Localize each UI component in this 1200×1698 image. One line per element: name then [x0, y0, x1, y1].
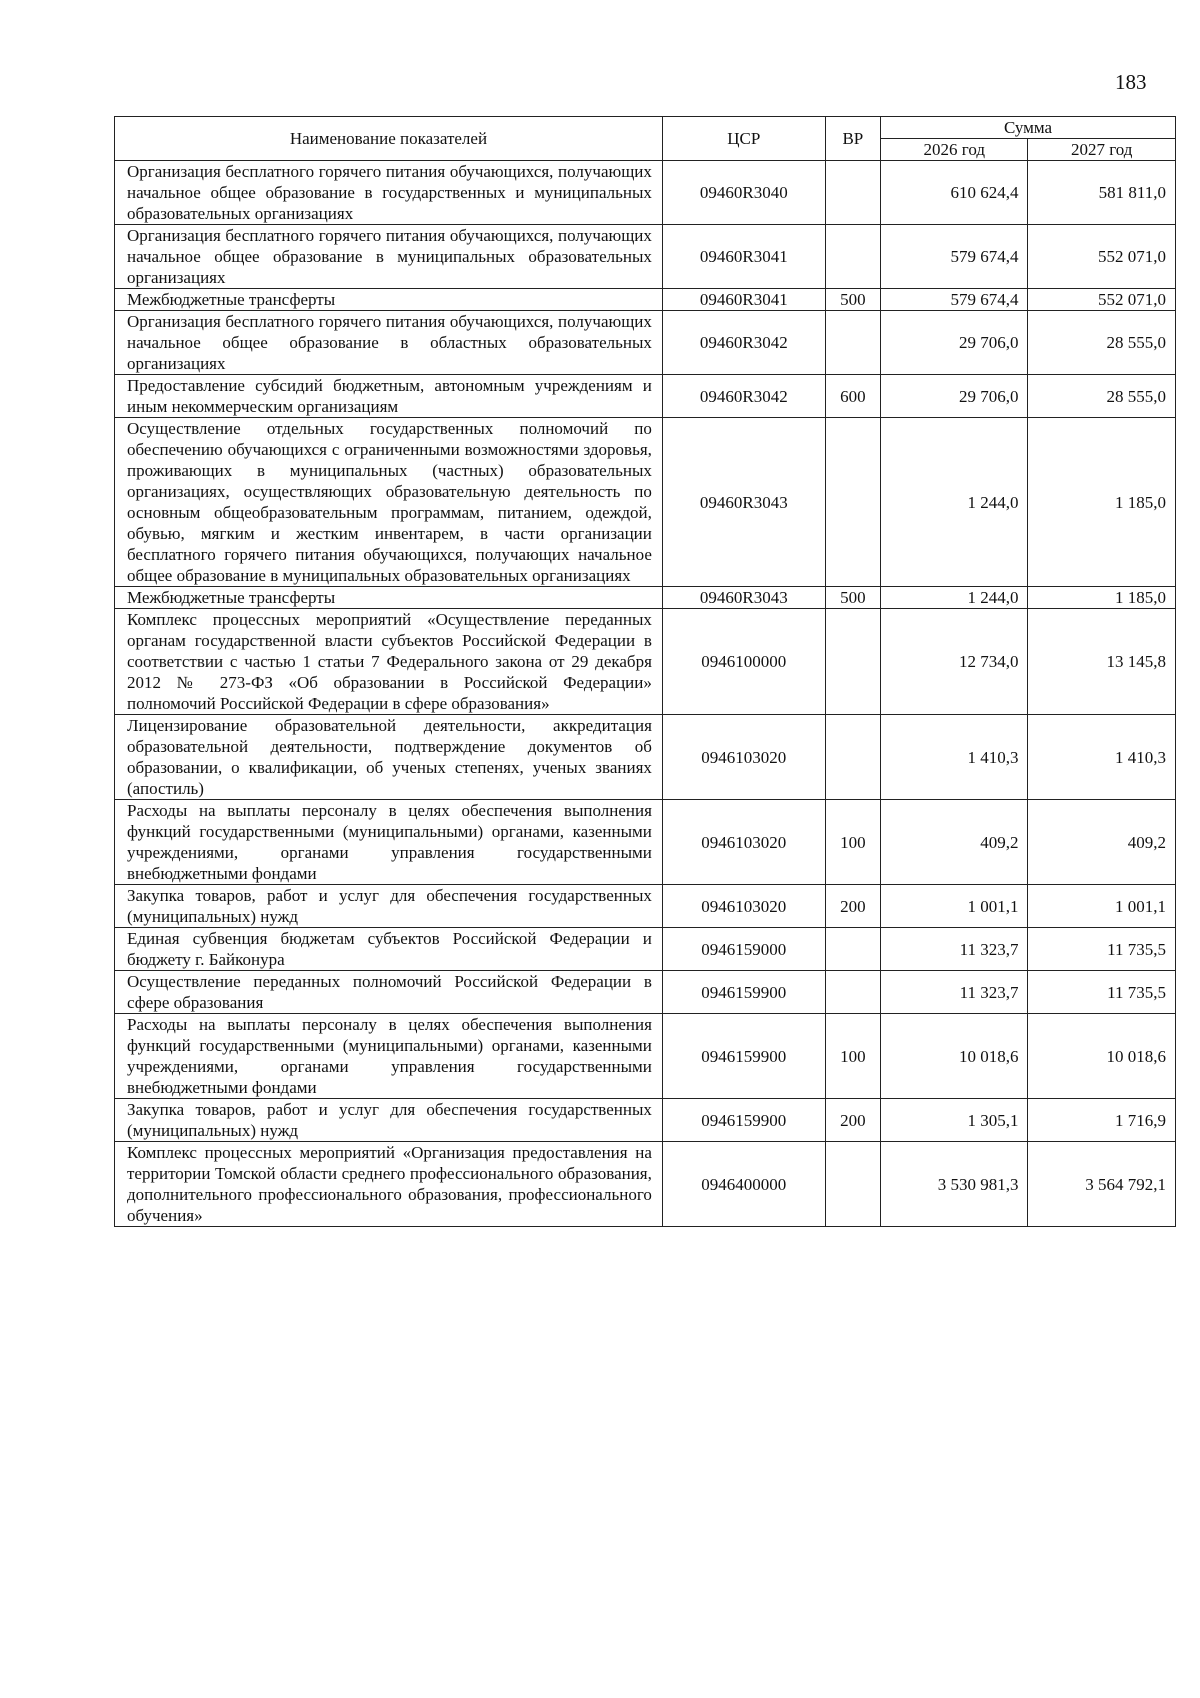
row-csr-cell: 0946103020 [662, 885, 825, 928]
row-name-cell: Комплекс процессных мероприятий «Осуществление переданных органам государственной власти субъектов Российской Федерации в соответствии с частью 1 статьи 7 Федерального закона от 29 декабря 2012 № 273-ФЗ «Об образовании в Российской Федерации» полномочий Российской Федерации в сфере образования» [115, 609, 663, 715]
table-row [115, 928, 1176, 971]
row-csr-cell: 0946159900 [662, 1014, 825, 1099]
row-vr-cell: 500 [825, 587, 880, 609]
row-name-cell: Расходы на выплаты персоналу в целях обеспечения выполнения функций государственными (муниципальными) органами, казенными учреждениями, органами управления государственными внебюджетными фондами [115, 1014, 663, 1099]
table-row [115, 289, 1176, 311]
row-csr-cell: 0946400000 [662, 1142, 825, 1227]
row-amount-2026-cell: 1 305,1 [881, 1099, 1028, 1142]
header-name: Наименование показателей [115, 117, 663, 161]
row-name-cell: Комплекс процессных мероприятий «Организация предоставления на территории Томской области среднего профессионального образования, дополнительного профессионального образования, профессионального обучения» [115, 1142, 663, 1227]
row-amount-2026-cell: 579 674,4 [881, 225, 1028, 289]
row-amount-2026-cell: 3 530 981,3 [881, 1142, 1028, 1227]
row-name-cell: Предоставление субсидий бюджетным, автономным учреждениям и иным некоммерческим организациям [115, 375, 663, 418]
row-amount-2027-cell: 1 410,3 [1028, 715, 1176, 800]
row-amount-2027-cell: 28 555,0 [1028, 311, 1176, 375]
row-amount-2027-cell: 581 811,0 [1028, 161, 1176, 225]
row-vr-cell [825, 1142, 880, 1227]
row-amount-2026-cell: 29 706,0 [881, 375, 1028, 418]
row-amount-2027-cell: 409,2 [1028, 800, 1176, 885]
row-csr-cell: 0946159900 [662, 1099, 825, 1142]
row-amount-2026-cell: 11 323,7 [881, 971, 1028, 1014]
row-name-cell: Осуществление переданных полномочий Российской Федерации в сфере образования [115, 971, 663, 1014]
row-name-cell: Закупка товаров, работ и услуг для обеспечения государственных (муниципальных) нужд [115, 1099, 663, 1142]
row-vr-cell: 600 [825, 375, 880, 418]
row-csr-cell: 09460R3041 [662, 289, 825, 311]
table-row [115, 418, 1176, 587]
row-name-cell: Межбюджетные трансферты [115, 587, 663, 609]
table-row [115, 971, 1176, 1014]
row-vr-cell: 500 [825, 289, 880, 311]
row-csr-cell: 0946103020 [662, 800, 825, 885]
table-row [115, 225, 1176, 289]
row-amount-2027-cell: 1 001,1 [1028, 885, 1176, 928]
row-vr-cell [825, 928, 880, 971]
table-row [115, 715, 1176, 800]
table-row [115, 375, 1176, 418]
row-name-cell: Организация бесплатного горячего питания обучающихся, получающих начальное общее образование в государственных и муниципальных образовательных организациях [115, 161, 663, 225]
table-body [115, 161, 1176, 1227]
row-name-cell: Лицензирование образовательной деятельности, аккредитация образовательной деятельности, подтверждение документов об образовании, о квалификации, об ученых степенях, ученых званиях (апостиль) [115, 715, 663, 800]
row-amount-2027-cell: 552 071,0 [1028, 289, 1176, 311]
row-amount-2026-cell: 1 244,0 [881, 418, 1028, 587]
row-amount-2027-cell: 552 071,0 [1028, 225, 1176, 289]
header-vr: ВР [825, 117, 880, 161]
row-amount-2027-cell: 28 555,0 [1028, 375, 1176, 418]
row-csr-cell: 09460R3040 [662, 161, 825, 225]
row-amount-2027-cell: 1 185,0 [1028, 587, 1176, 609]
row-amount-2026-cell: 610 624,4 [881, 161, 1028, 225]
row-amount-2026-cell: 10 018,6 [881, 1014, 1028, 1099]
header-year-2026: 2026 год [881, 139, 1028, 161]
row-amount-2027-cell: 10 018,6 [1028, 1014, 1176, 1099]
row-amount-2027-cell: 13 145,8 [1028, 609, 1176, 715]
row-vr-cell [825, 225, 880, 289]
row-csr-cell: 09460R3043 [662, 418, 825, 587]
table-row [115, 800, 1176, 885]
row-csr-cell: 09460R3042 [662, 311, 825, 375]
header-csr: ЦСР [662, 117, 825, 161]
row-vr-cell [825, 311, 880, 375]
row-csr-cell: 0946159900 [662, 971, 825, 1014]
row-name-cell: Единая субвенция бюджетам субъектов Российской Федерации и бюджету г. Байконура [115, 928, 663, 971]
row-vr-cell: 200 [825, 885, 880, 928]
row-amount-2026-cell: 1 410,3 [881, 715, 1028, 800]
header-year-2027: 2027 год [1028, 139, 1176, 161]
table-row [115, 587, 1176, 609]
row-csr-cell: 0946103020 [662, 715, 825, 800]
row-name-cell: Межбюджетные трансферты [115, 289, 663, 311]
row-vr-cell [825, 418, 880, 587]
row-amount-2027-cell: 3 564 792,1 [1028, 1142, 1176, 1227]
row-csr-cell: 0946100000 [662, 609, 825, 715]
row-name-cell: Организация бесплатного горячего питания обучающихся, получающих начальное общее образование в муниципальных образовательных организациях [115, 225, 663, 289]
row-vr-cell [825, 161, 880, 225]
row-amount-2026-cell: 409,2 [881, 800, 1028, 885]
table-row [115, 311, 1176, 375]
row-amount-2026-cell: 11 323,7 [881, 928, 1028, 971]
row-name-cell: Осуществление отдельных государственных полномочий по обеспечению обучающихся с ограниченными возможностями здоровья, проживающих в муниципальных (частных) образовательных организациях, осуществляющих образовательную деятельность по основным общеобразовательным программам, питанием, одеждой, обувью, мягким и жестким инвентарем, в части организации бесплатного горячего питания обучающихся, получающих начальное общее образование в муниципальных образовательных организациях [115, 418, 663, 587]
row-csr-cell: 0946159000 [662, 928, 825, 971]
header-sum: Сумма [881, 117, 1176, 139]
row-name-cell: Организация бесплатного горячего питания обучающихся, получающих начальное общее образование в областных образовательных организациях [115, 311, 663, 375]
row-amount-2027-cell: 1 185,0 [1028, 418, 1176, 587]
table-row [115, 885, 1176, 928]
row-vr-cell: 200 [825, 1099, 880, 1142]
row-amount-2027-cell: 11 735,5 [1028, 928, 1176, 971]
table-row [115, 1014, 1176, 1099]
row-name-cell: Расходы на выплаты персоналу в целях обеспечения выполнения функций государственными (муниципальными) органами, казенными учреждениями, органами управления государственными внебюджетными фондами [115, 800, 663, 885]
table-row [115, 161, 1176, 225]
row-vr-cell: 100 [825, 1014, 880, 1099]
table-header [115, 117, 1176, 161]
budget-table [114, 116, 1176, 1227]
row-amount-2026-cell: 29 706,0 [881, 311, 1028, 375]
row-name-cell: Закупка товаров, работ и услуг для обеспечения государственных (муниципальных) нужд [115, 885, 663, 928]
row-amount-2027-cell: 11 735,5 [1028, 971, 1176, 1014]
table-row [115, 1099, 1176, 1142]
row-vr-cell [825, 609, 880, 715]
row-amount-2027-cell: 1 716,9 [1028, 1099, 1176, 1142]
row-vr-cell [825, 715, 880, 800]
table-row [115, 1142, 1176, 1227]
page-number: 183 [1115, 70, 1147, 94]
row-amount-2026-cell: 1 244,0 [881, 587, 1028, 609]
row-csr-cell: 09460R3042 [662, 375, 825, 418]
row-amount-2026-cell: 12 734,0 [881, 609, 1028, 715]
row-vr-cell: 100 [825, 800, 880, 885]
row-amount-2026-cell: 579 674,4 [881, 289, 1028, 311]
row-csr-cell: 09460R3041 [662, 225, 825, 289]
row-amount-2026-cell: 1 001,1 [881, 885, 1028, 928]
row-vr-cell [825, 971, 880, 1014]
table-row [115, 609, 1176, 715]
row-csr-cell: 09460R3043 [662, 587, 825, 609]
